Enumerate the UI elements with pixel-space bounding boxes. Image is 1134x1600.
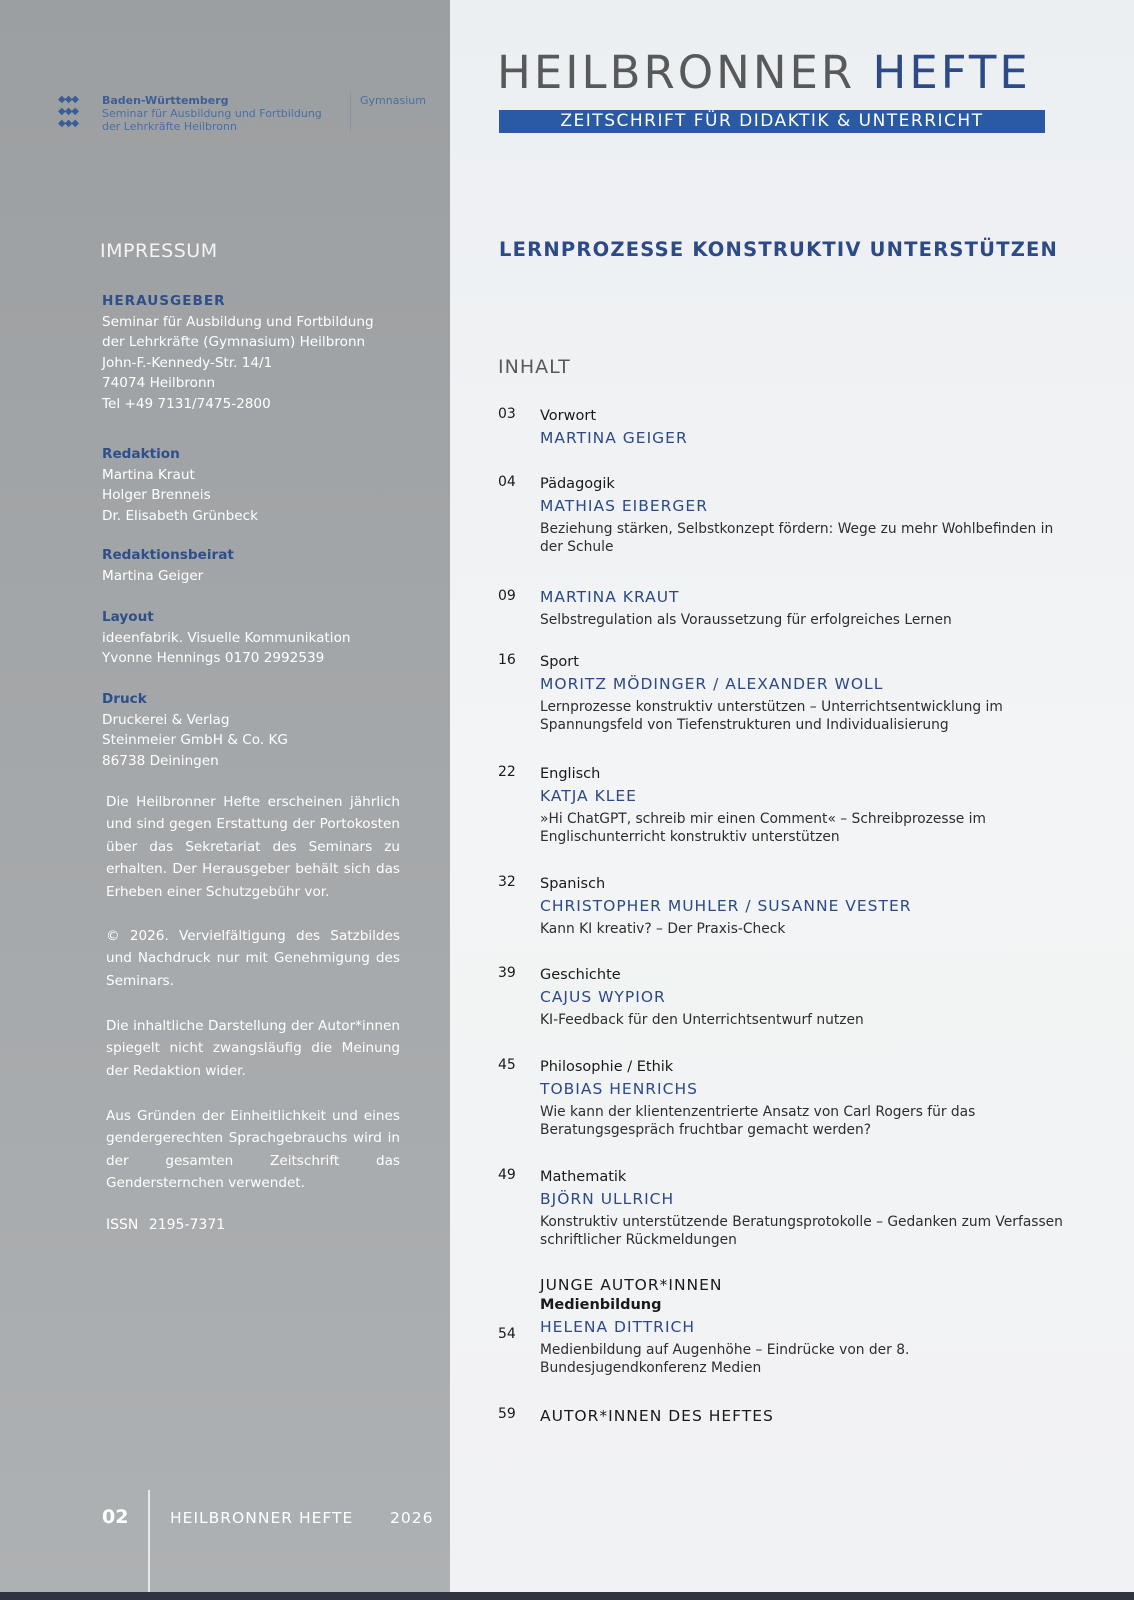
toc-description: KI-Feedback für den Unterrichtsentwurf nutzen — [540, 1012, 864, 1028]
toc-page-number: 03 — [498, 406, 516, 422]
toc-author: MORITZ MÖDINGER / ALEXANDER WOLL — [540, 675, 884, 693]
masthead-word1: HEILBRONNER — [497, 46, 856, 99]
toc-page-number: 09 — [498, 588, 516, 604]
toc-page-number: 04 — [498, 474, 516, 490]
toc-subject: Spanisch — [540, 876, 606, 892]
layout-heading: Layout — [102, 609, 154, 625]
toc-subject: Mathematik — [540, 1169, 627, 1185]
issn: ISSN 2195-7371 — [106, 1217, 226, 1233]
toc-description: Medienbildung auf Augenhöhe – Eindrücke von der 8. Bundesjugendkonferenz Medien — [540, 1342, 910, 1376]
toc-description: »Hi ChatGPT, schreib mir einen Comment« – Schreibprozesse im Englischunterricht konstruktiv unterstützen — [540, 811, 986, 845]
editor-line: Martina Kraut — [102, 466, 195, 483]
toc-author: CAJUS WYPIOR — [540, 988, 666, 1006]
toc-subject: Geschichte — [540, 967, 621, 983]
toc-author: KATJA KLEE — [540, 787, 637, 805]
gender-note: Aus Gründen der Einheitlichkeit und eines gendergerechten Sprachgebrauchs wird in der gesamten Zeitschrift das Gendersternchen verwendet. — [106, 1108, 400, 1192]
ministry-logo — [58, 92, 438, 136]
logo-line3: der Lehrkräfte Heilbronn — [102, 120, 237, 133]
toc-section-heading: JUNGE AUTOR*INNEN — [540, 1276, 723, 1294]
print-heading: Druck — [102, 691, 147, 707]
issue-theme: LERNPROZESSE KONSTRUKTIV UNTERSTÜTZEN — [499, 238, 1059, 261]
editors-heading: Redaktion — [102, 446, 180, 462]
toc-description: Kann KI kreativ? – Der Praxis-Check — [540, 921, 786, 937]
toc-description: Wie kann der klientenzentrierte Ansatz von Carl Rogers für das Beratungsgespräch fruchtbar gemacht werden? — [540, 1104, 976, 1138]
toc-subject: Sport — [540, 654, 579, 670]
advisory-section — [102, 545, 402, 586]
print-section — [102, 689, 402, 771]
page-edge — [0, 1592, 1134, 1600]
toc-author: MATHIAS EIBERGER — [540, 497, 708, 515]
distribution-note: Die Heilbronner Hefte erscheinen jährlich und sind gegen Erstattung der Portokosten über das Sekretariat des Seminars zu erhalten. Der Herausgeber behält sich das Erheben einer Schutzgebühr vor. — [106, 794, 400, 900]
copyright-note: © 2026. Vervielfältigung des Satzbildes und Nachdruck nur mit Genehmigung des Seminars. — [106, 928, 400, 989]
toc-author: TOBIAS HENRICHS — [540, 1080, 698, 1098]
logo-text — [102, 94, 322, 133]
disclaimer-note: Die inhaltliche Darstellung der Autor*innen spiegelt nicht zwangsläufig die Meinung der Redaktion wider. — [106, 1018, 400, 1079]
logo-divider — [350, 92, 351, 132]
toc-author: BJÖRN ULLRICH — [540, 1190, 675, 1208]
footer-title: HEILBRONNER HEFTE — [170, 1509, 354, 1527]
publisher-section — [102, 291, 402, 415]
publisher-heading: HERAUSGEBER — [102, 293, 226, 309]
page-number: 02 — [102, 1506, 129, 1528]
toc-description: Selbstregulation als Voraussetzung für erfolgreiches Lernen — [540, 612, 952, 628]
toc-page-number: 16 — [498, 652, 516, 668]
impressum-panel — [0, 0, 450, 1600]
editors-section — [102, 444, 402, 526]
publisher-line: Seminar für Ausbildung und Fortbildung — [102, 313, 374, 330]
toc-page-number: 22 — [498, 764, 516, 780]
toc-subject: Vorwort — [540, 408, 597, 424]
masthead-title — [497, 46, 1031, 99]
toc-author: AUTOR*INNEN DES HEFTES — [540, 1407, 774, 1425]
toc-author: MARTINA GEIGER — [540, 429, 688, 447]
print-line: Steinmeier GmbH & Co. KG — [102, 732, 288, 749]
toc-description: Beziehung stärken, Selbstkonzept fördern: Wege zu mehr Wohlbefinden in der Schule — [540, 521, 1054, 555]
publisher-line: 74074 Heilbronn — [102, 375, 216, 392]
publisher-line: John-F.-Kennedy-Str. 14/1 — [102, 354, 273, 371]
toc-description: Lernprozesse konstruktiv unterstützen – Unterrichtsentwicklung im Spannungsfeld von Tiefenstrukturen und Individualisierung — [540, 699, 1003, 733]
toc-subject: Medienbildung — [540, 1297, 662, 1313]
layout-line: Yvonne Hennings 0170 2992539 — [102, 650, 325, 667]
masthead-subtitle: ZEITSCHRIFT FÜR DIDAKTIK & UNTERRICHT — [499, 110, 1045, 133]
advisory-line: Martina Geiger — [102, 567, 204, 584]
logo-line2: Seminar für Ausbildung und Fortbildung — [102, 107, 322, 120]
toc-author: MARTINA KRAUT — [540, 588, 680, 606]
footer-year: 2026 — [390, 1509, 434, 1527]
toc-page-number: 59 — [498, 1406, 516, 1422]
toc-subject: Pädagogik — [540, 476, 615, 492]
toc-page-number: 45 — [498, 1057, 516, 1073]
logo-org: Baden-Württemberg — [102, 94, 229, 107]
toc-author: CHRISTOPHER MUHLER / SUSANNE VESTER — [540, 897, 912, 915]
toc-page-number: 32 — [498, 874, 516, 890]
logo-school-type: Gymnasium — [360, 94, 426, 107]
toc-subject: Englisch — [540, 766, 601, 782]
toc-page-number: 54 — [498, 1326, 516, 1342]
lions-icon: ◆◆◆ ◆◆◆ ◆◆◆ — [58, 94, 79, 129]
publisher-line: der Lehrkräfte (Gymnasium) Heilbronn — [102, 334, 366, 351]
editor-line: Holger Brenneis — [102, 487, 211, 504]
toc-author: HELENA DITTRICH — [540, 1318, 695, 1336]
toc-description: Konstruktiv unterstützende Beratungsprotokolle – Gedanken zum Verfassen schriftlicher Rückmeldungen — [540, 1214, 1063, 1248]
publisher-line: Tel +49 7131/7475-2800 — [102, 395, 271, 412]
print-line: 86738 Deiningen — [102, 752, 219, 769]
layout-section — [102, 607, 402, 669]
print-line: Druckerei & Verlag — [102, 711, 230, 728]
masthead-word2: HEFTE — [872, 46, 1031, 99]
toc-heading: INHALT — [498, 356, 571, 378]
impressum-title: IMPRESSUM — [100, 240, 218, 262]
page-footer — [0, 1490, 450, 1590]
advisory-heading: Redaktionsbeirat — [102, 547, 234, 563]
toc-subject: Philosophie / Ethik — [540, 1059, 674, 1075]
toc-page-number: 49 — [498, 1167, 516, 1183]
layout-line: ideenfabrik. Visuelle Kommunikation — [102, 629, 351, 646]
footer-divider — [148, 1490, 150, 1592]
toc-page-number: 39 — [498, 965, 516, 981]
editor-line: Dr. Elisabeth Grünbeck — [102, 507, 258, 524]
